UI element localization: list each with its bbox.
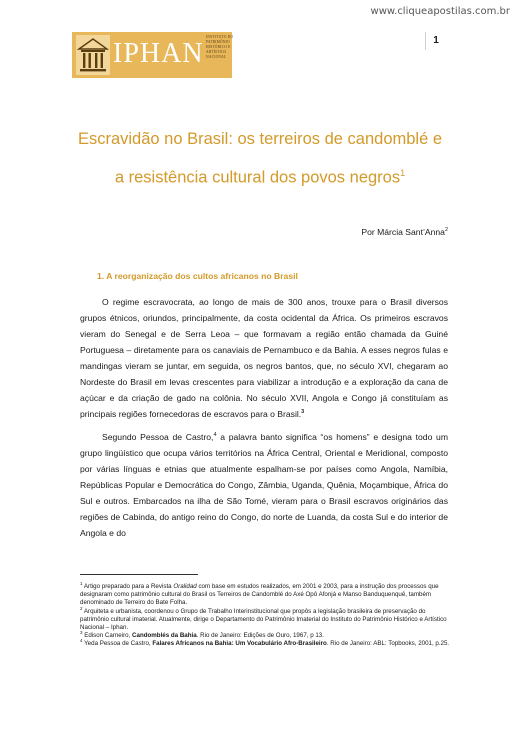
footnote-text: . Rio de Janeiro: ABL: Topbooks, 2001, p.25. xyxy=(326,640,450,648)
author-byline xyxy=(361,227,448,237)
footnotes xyxy=(80,580,452,649)
paragraph xyxy=(80,429,448,541)
title-line-2-text: a resistência cultural dos povos negros xyxy=(114,168,401,187)
footnote-citation-title: Candomblés da Bahia xyxy=(132,632,197,640)
footnote-separator xyxy=(80,574,198,575)
footnote-text: Yeda Pessoa de Castro, xyxy=(82,640,153,648)
body-text xyxy=(80,294,448,548)
footnote xyxy=(80,640,452,648)
author-footnote-ref[interactable]: 2 xyxy=(444,227,448,234)
footnote-text: Arquiteta e urbanista, coordenou o Grupo de Trabalho Interinstitucional que propôs a legislação brasileira de preservação do patrimônio cultural imaterial. Atualmente, dirige o Departamento do Patrimônio Imaterial do Instituto do Patrimônio Histórico e Artístico Nacional – Iphan. xyxy=(80,607,447,632)
page-number: 1 xyxy=(425,32,446,50)
footnote-number: 1 xyxy=(80,580,83,586)
logo-institution-line: PATRIMÔNIO xyxy=(206,40,230,44)
logo-institution-line: NACIONAL xyxy=(206,55,227,59)
footnote-citation-title: Falares Africanos na Bahia: Um Vocabulário Afro-Brasileiro xyxy=(152,640,327,648)
source-site-url: www.cliqueapostilas.com.br xyxy=(370,6,510,17)
footnote-text: Artigo preparado para a Revista xyxy=(82,583,174,590)
footnote-number: 3 xyxy=(80,630,83,636)
logo-institution-line: INSTITUTO DO xyxy=(206,35,234,39)
footnote-text: com base em estudos realizados, em 2001 e 2003, para a instrução dos processos que designaram como patrimônio cultural do Brasil os Terreiros de Candomblé do Axé Opô Afonjá e Manso Banduquenquê, também denominado de Terreiro do Bate Folha. xyxy=(80,583,439,607)
footnote-text: Edison Carneiro, xyxy=(82,632,133,640)
logo-institution-name xyxy=(206,35,232,60)
title-footnote-ref[interactable]: 1 xyxy=(400,168,406,178)
iphan-logo xyxy=(72,32,232,78)
paragraph xyxy=(80,294,448,422)
logo-institution-line: HISTÓRICO E xyxy=(206,45,231,49)
footnote-italic: Oralidad xyxy=(173,583,197,590)
document-title xyxy=(60,122,460,195)
iphan-building-logo-icon xyxy=(76,35,110,75)
author-name: Por Márcia Sant’Anna xyxy=(361,227,445,237)
footnote-text: . Rio de Janeiro: Edições de Ouro, 1967, p 13. xyxy=(196,632,324,640)
paragraph-text: a palavra banto significa “os homens” e designa todo um grupo lingüístico que ocupa vários territórios na África Central, Oriental e Meridional, composto por várias línguas e etnias que atualmente espalham-se por países como Angola, Namíbia, Repúblicas Popular e Democrática do Congo, Zâmbia, Uganda, Quênia, Moçambique, África do Sul e outros. Embarcados na ilha de São Tomé, vieram para o Brasil escravos originários das regiões de Cabinda, do antigo reino do Congo, do norte de Luanda, da costa Sul e do interior de Angola e do xyxy=(80,432,448,538)
logo-wordmark: IPHAN xyxy=(113,38,204,69)
title-line-2 xyxy=(60,156,460,195)
footnote-ref[interactable]: 3 xyxy=(301,409,305,416)
footnote-ref[interactable]: 4 xyxy=(213,432,217,439)
footnote xyxy=(80,580,452,608)
paragraph-lead: Segundo Pessoa de Castro, xyxy=(102,432,214,442)
section-heading: 1. A reorganização dos cultos africanos no Brasil xyxy=(97,271,298,281)
title-line-1: Escravidão no Brasil: os terreiros de candomblé e xyxy=(77,130,443,148)
footnote-number: 4 xyxy=(80,638,83,644)
paragraph-text: O regime escravocrata, ao longo de mais de 300 anos, trouxe para o Brasil diversos grupos étnicos, oriundos, principalmente, da costa ocidental da África. Os primeiros escravos vieram do Senegal e de Serra Leoa – que formavam a região então chamada da Guiné Portuguesa – diretamente para os canaviais de Pernambuco e da Bahia. A esses negros fulas e mandingas vieram se juntar, em seguida, os negros bantos, que, no século XVI, chegaram ao Nordeste do Brasil em levas crescentes para viabilizar a introdução e a exploração da cana de açúcar e da criação de gado na colônia. No século XVII, Angola e Congo já constituíam as principais regiões fornecedoras de escravos para o Brasil. xyxy=(80,297,448,419)
footnote-number: 2 xyxy=(80,605,83,611)
logo-institution-line: ARTÍSTICO xyxy=(206,50,227,54)
